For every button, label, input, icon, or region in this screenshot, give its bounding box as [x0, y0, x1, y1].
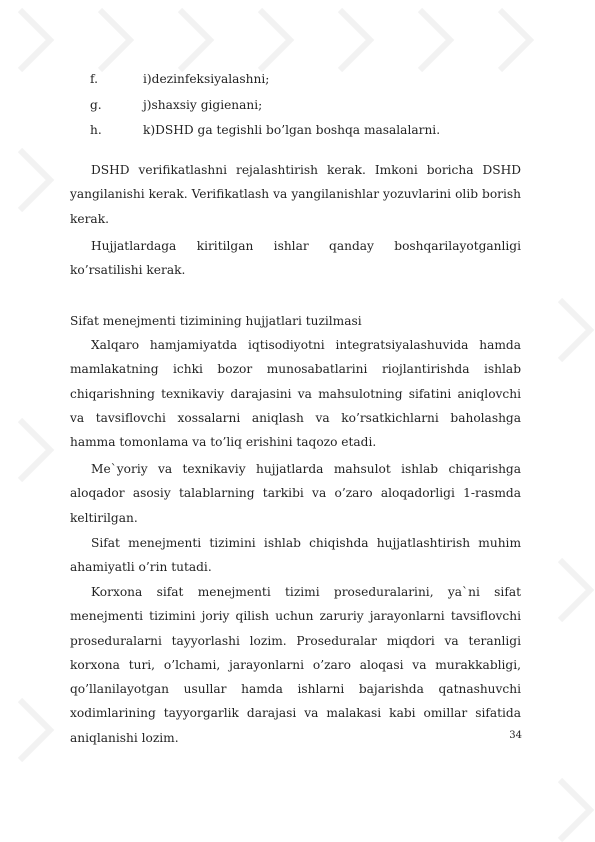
paragraph: DSHD verifikatlashni rejalashtirish kerak. Imkoni boricha DSHD yangilanishi kerak. Verifikatlash va yangilanishlar yozuvlarini olib borish kerak. — [70, 163, 521, 226]
paragraph: Korxona sifat menejmenti tizimi proseduralarini, ya`ni sifat menejmenti tizimini joriy qilish uchun zaruriy jarayonlarni tavsiflovchi proseduralarni tayyorlashi lozim. Proseduralar miqdori va teranligi korxona turi, o’lchami, jarayonlarni o’zaro aloqasi va murakkabligi, qo’llanilayotgan usullar hamda ishlarni bajarishda qatnashuvchi xodimlarining tayyorgarlik darajasi va malakasi kabi omillar sifatida aniqlanishi lozim. — [70, 585, 521, 745]
list-item-text: i)dezinfeksiyalashni; — [143, 72, 270, 86]
list-marker: f. — [90, 72, 98, 86]
list-marker: h. — [90, 123, 102, 137]
paragraph: Sifat menejmenti tizimini ishlab chiqishda hujjatlashtirish muhim ahamiyatli o’rin tutadi. — [70, 536, 521, 575]
paragraph: Hujjatlardaga kiritilgan ishlar qanday boshqarilayotganligi ko’rsatilishi kerak. — [70, 239, 521, 278]
section-heading: Sifat menejmenti tizimining hujjatlari tuzilmasi — [70, 314, 362, 328]
list-item-text: j)shaxsiy gigienani; — [143, 98, 263, 112]
paragraph: Xalqaro hamjamiyatda iqtisodiyotni integratsiyalashuvida hamda mamlakatning ichki bozor munosabatlarini riojlantirishda ishlab chiqarishning texnikaviy darajasini va mahsulotning sifatini aniqlovchi va tavsiflovchi xossalarni aniqlash va ko’rsatkichlarni baholashga hamma tomonlama va to’liq erishini taqozo etadi. — [70, 338, 521, 450]
list-item-text: k)DSHD ga tegishli bo’lgan boshqa masalalarni. — [143, 123, 441, 137]
page-number: 34 — [509, 730, 522, 741]
list-marker: g. — [90, 98, 102, 112]
paragraph: Me`yoriy va texnikaviy hujjatlarda mahsulot ishlab chiqarishga aloqador asosiy talablarning tarkibi va o’zaro aloqadorligi 1-rasmda keltirilgan. — [70, 462, 521, 525]
